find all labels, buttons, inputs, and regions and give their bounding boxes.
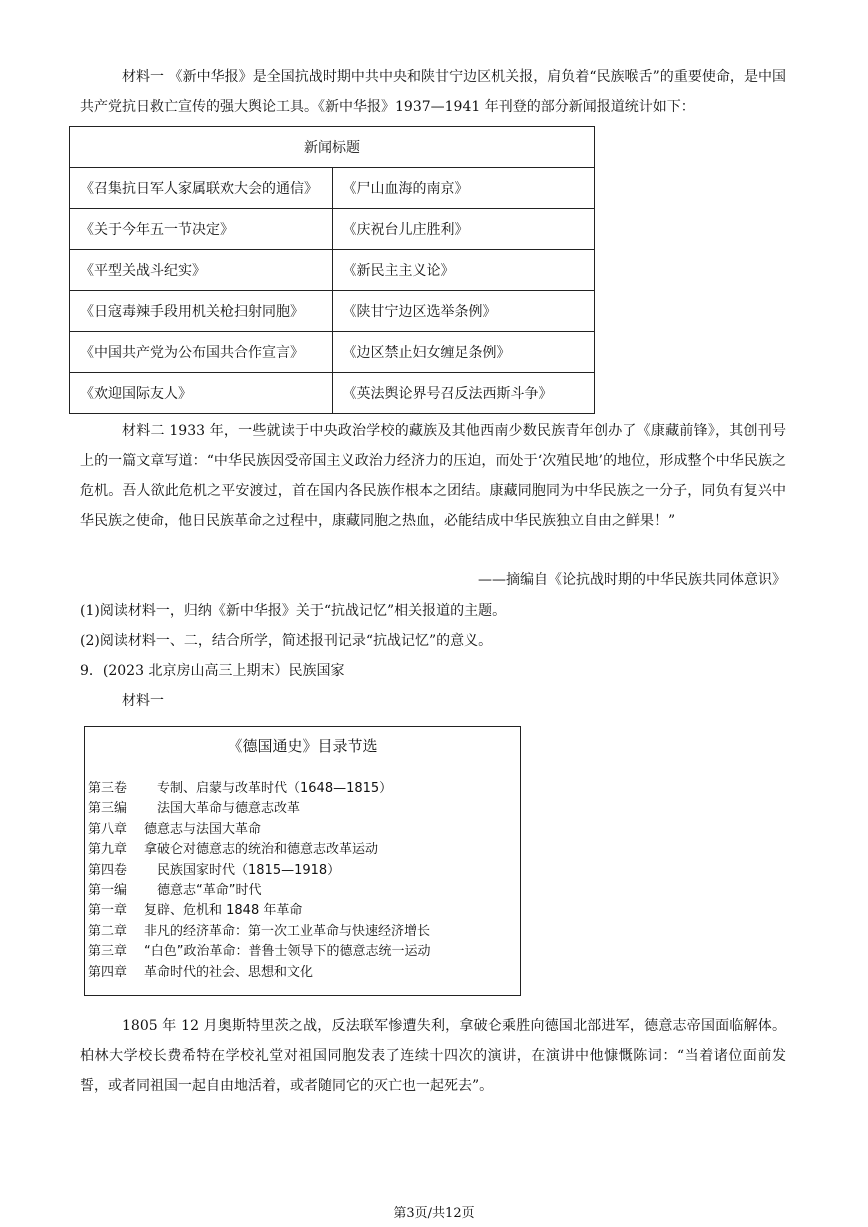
table-row — [70, 373, 595, 414]
table-header-row — [70, 127, 595, 168]
toc-line-key: 第四章 — [88, 964, 128, 980]
toc-line — [88, 799, 517, 819]
toc-line-key: 第九章 — [88, 842, 128, 858]
toc-line — [88, 820, 517, 840]
table-cell: 《平型关战斗纪实》 — [70, 250, 333, 291]
toc-line — [88, 922, 517, 942]
toc-line-text: 德意志与法国大革命 — [144, 821, 262, 837]
table-cell: 《新民主主义论》 — [332, 250, 595, 291]
toc-line-text: 法国大革命与德意志改革 — [144, 801, 301, 817]
table-row — [70, 250, 595, 291]
table-cell: 《日寇毒辣手段用机关枪扫射同胞》 — [70, 291, 333, 332]
toc-line-key: 第一章 — [88, 903, 128, 919]
toc-line — [88, 779, 517, 799]
toc-line — [88, 963, 517, 983]
table-cell: 《关于今年五一节决定》 — [70, 209, 333, 250]
table-cell: 《尸山血海的南京》 — [332, 168, 595, 209]
question-9-header: 9．(2023 北京房山高三上期末）民族国家 — [80, 663, 345, 679]
table-cell: 《庆祝台儿庄胜利》 — [332, 209, 595, 250]
toc-line — [88, 861, 517, 881]
table-cell: 《英法舆论界号召反法西斯斗争》 — [332, 373, 595, 414]
table-row — [70, 291, 595, 332]
toc-line — [88, 881, 517, 901]
table-row — [70, 168, 595, 209]
news-table — [69, 126, 595, 414]
table-row — [70, 332, 595, 373]
question-1: (1)阅读材料一，归纳《新中华报》关于“抗战记忆”相关报道的主题。 — [80, 603, 507, 619]
toc-line — [88, 942, 517, 962]
question-9-material-label: 材料一 — [122, 693, 164, 709]
toc-line-text: 德意志“革命”时代 — [144, 882, 262, 898]
toc-line-key: 第八章 — [88, 821, 128, 837]
table-cell: 《中国共产党为公布国共合作宣言》 — [70, 332, 333, 373]
question-9-paragraph: 1805 年 12 月奥斯特里茨之战，反法联军惨遭失利，拿破仑乘胜向德国北部进军，德意志帝国面临解体。柏林大学校长费希特在学校礼堂对祖国同胞发表了连续十四次的演讲，在演讲中他慷慨陈词：“当着诸位面前发誓，或者同祖国一起自由地活着，或者随同它的灭亡也一起死去”。 — [80, 1018, 786, 1094]
toc-line-key: 第三卷 — [88, 781, 128, 796]
table-row — [70, 209, 595, 250]
table-cell: 《陕甘宁边区选举条例》 — [332, 291, 595, 332]
toc-line-text: 复辟、危机和 1848 年革命 — [144, 903, 303, 919]
toc-line-text: 拿破仑对德意志的统治和德意志改革运动 — [144, 842, 379, 858]
material2-paragraph: 材料二 1933 年，一些就读于中央政治学校的藏族及其他西南少数民族青年创办了《康藏前锋》，其创刊号上的一篇文章写道：“中华民族因受帝国主义政治力经济力的压迫，而处于‘次殖民地’的地位，形成整个中华民族之危机。吾人欲此危机之平安渡过，首在国内各民族作根本之团结。康藏同胞同为中华民族之一分子，同负有复兴中华民族之使命，他日民族革命之过程中，康藏同胞之热血，必能结成中华民族独立自由之鲜果！” — [80, 423, 786, 529]
toc-line-text: 专制、启蒙与改革时代（1648—1815） — [144, 781, 393, 796]
toc-line-text: “白色”政治革命：普鲁士领导下的德意志统一运动 — [144, 944, 431, 960]
toc-line-key: 第三章 — [88, 944, 128, 960]
question-2: (2)阅读材料一、二，结合所学，简述报刊记录“抗战记忆”的意义。 — [80, 633, 493, 649]
toc-title: 《德国通史》目录节选 — [227, 737, 378, 755]
page-footer: 第3页/共12页 — [393, 1206, 475, 1221]
table-cell: 《欢迎国际友人》 — [70, 373, 333, 414]
toc-line-key: 第一编 — [88, 882, 128, 898]
toc-line-key: 第四卷 — [88, 862, 128, 878]
toc-line — [88, 840, 517, 860]
toc-lines — [88, 779, 517, 983]
toc-line-text: 民族国家时代（1815—1918） — [144, 862, 341, 878]
table-header-cell: 新闻标题 — [70, 127, 595, 168]
table-of-contents-box — [84, 726, 521, 996]
toc-line — [88, 901, 517, 921]
material2-source: ——摘编自《论抗战时期的中华民族共同体意识》 — [478, 572, 786, 588]
toc-line-key: 第三编 — [88, 801, 128, 817]
table-cell: 《召集抗日军人家属联欢大会的通信》 — [70, 168, 333, 209]
toc-line-key: 第二章 — [88, 923, 128, 939]
toc-line-text: 非凡的经济革命：第一次工业革命与快速经济增长 — [144, 923, 431, 939]
toc-line-text: 革命时代的社会、思想和文化 — [144, 964, 314, 980]
material1-paragraph: 材料一 《新中华报》是全国抗战时期中共中央和陕甘宁边区机关报，肩负着“民族喉舌”的重要使命，是中国共产党抗日救亡宣传的强大舆论工具。《新中华报》1937—1941 年刊登的部分新闻报道统计如下： — [80, 69, 786, 115]
table-cell: 《边区禁止妇女缠足条例》 — [332, 332, 595, 373]
